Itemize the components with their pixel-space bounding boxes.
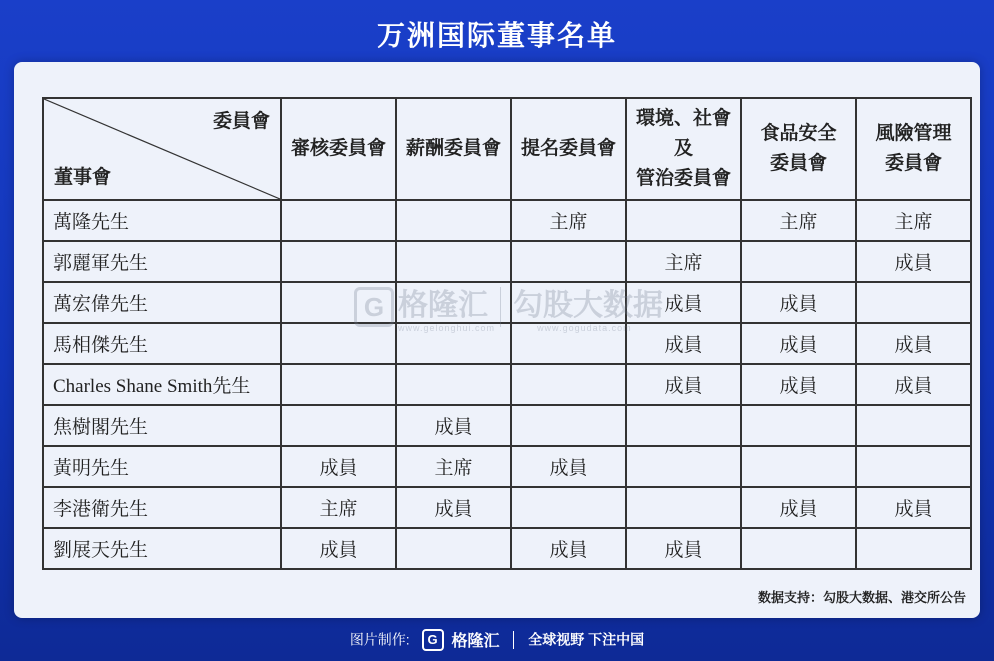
role-cell: 成員 [626,323,741,364]
gelonghui-logo-icon: G [354,287,394,327]
content-panel [14,62,980,618]
role-cell [396,528,511,569]
committee-header-line: 委員會 [769,153,827,174]
watermark-partner-url: www.gogudata.com [537,323,632,334]
role-cell: 成員 [511,446,626,487]
footer [0,628,994,651]
committee-header-line: 風險管理 [875,123,952,144]
role-cell [626,487,741,528]
role-cell [511,487,626,528]
header-row [43,98,971,200]
committee-header [511,98,626,200]
role-cell: 成員 [741,282,856,323]
role-cell [856,446,971,487]
committee-header-line: 環境、社會 [635,108,731,129]
watermark-partner: 勾股大数据 [513,289,663,322]
role-cell: 成員 [741,323,856,364]
table-row [43,323,971,364]
role-cell: 主席 [396,446,511,487]
director-name: 馬相傑先生 [43,323,281,364]
role-cell [396,282,511,323]
footer-brand: 格隆汇 [451,633,500,650]
committee-header [626,98,741,200]
role-cell: 主席 [626,241,741,282]
footer-divider [513,631,514,649]
committee-header-line: 及 [673,138,693,159]
role-cell: 成員 [281,446,396,487]
table-row [43,487,971,528]
role-cell [511,405,626,446]
table-row [43,364,971,405]
corner-header-cell [43,98,281,200]
role-cell [511,282,626,323]
table-row [43,200,971,241]
role-cell: 主席 [281,487,396,528]
gelonghui-logo-icon: G [422,629,444,651]
role-cell [281,241,396,282]
committee-header-line: 審核委員會 [290,138,386,159]
role-cell [281,323,396,364]
footer-made-by: 图片制作: [349,631,410,648]
director-name: 焦樹閣先生 [43,405,281,446]
role-cell [856,528,971,569]
role-cell: 成員 [396,487,511,528]
role-cell: 主席 [741,200,856,241]
role-cell [626,446,741,487]
role-cell: 成員 [741,364,856,405]
role-cell [741,241,856,282]
role-cell: 成員 [281,528,396,569]
role-cell [511,364,626,405]
role-cell: 成員 [856,323,971,364]
role-cell: 主席 [856,200,971,241]
committee-header-line: 提名委員會 [520,138,616,159]
role-cell: 成員 [626,364,741,405]
role-cell: 成員 [856,241,971,282]
table-row [43,405,971,446]
committee-table [42,97,972,570]
committee-header [741,98,856,200]
role-cell [281,405,396,446]
role-cell: 成員 [741,487,856,528]
director-name: 劉展天先生 [43,528,281,569]
role-cell [626,405,741,446]
page-title: 万洲国际董事名单 [376,20,617,51]
committee-header-line: 食品安全 [760,123,837,144]
committee-header-line: 管治委員會 [635,168,731,189]
role-cell [626,200,741,241]
committee-header [396,98,511,200]
role-cell: 成員 [396,405,511,446]
role-cell [856,282,971,323]
role-cell [396,241,511,282]
table-row [43,528,971,569]
director-name: 郭麗軍先生 [43,241,281,282]
corner-bottom-label: 董事會 [54,167,112,188]
director-name: Charles Shane Smith先生 [43,364,281,405]
role-cell [741,528,856,569]
role-cell [281,364,396,405]
role-cell [281,282,396,323]
source-note: 数据支持：勾股大数据、港交所公告 [757,590,966,605]
director-name: 萬宏偉先生 [43,282,281,323]
role-cell [396,364,511,405]
table-row [43,446,971,487]
footer-slogan: 全球视野 下注中国 [528,631,645,648]
committee-header-line: 薪酬委員會 [405,138,501,159]
role-cell [511,323,626,364]
role-cell [741,446,856,487]
role-cell: 成員 [856,487,971,528]
director-name: 李港衛先生 [43,487,281,528]
table-row [43,282,971,323]
role-cell: 成員 [626,528,741,569]
director-name: 黃明先生 [43,446,281,487]
watermark-brand-url: www.gelonghui.com [398,323,496,334]
role-cell: 成員 [856,364,971,405]
role-cell: 主席 [511,200,626,241]
role-cell: 成員 [511,528,626,569]
watermark-brand: 格隆汇 [398,289,488,322]
role-cell [856,405,971,446]
role-cell [741,405,856,446]
director-name: 萬隆先生 [43,200,281,241]
committee-header [856,98,971,200]
role-cell [396,323,511,364]
role-cell [511,241,626,282]
role-cell [281,200,396,241]
committee-header [281,98,396,200]
table-body [43,200,971,569]
corner-top-label: 委員會 [212,111,270,132]
table-row [43,241,971,282]
committee-header-line: 委員會 [884,153,942,174]
role-cell [396,200,511,241]
role-cell: 成員 [626,282,741,323]
